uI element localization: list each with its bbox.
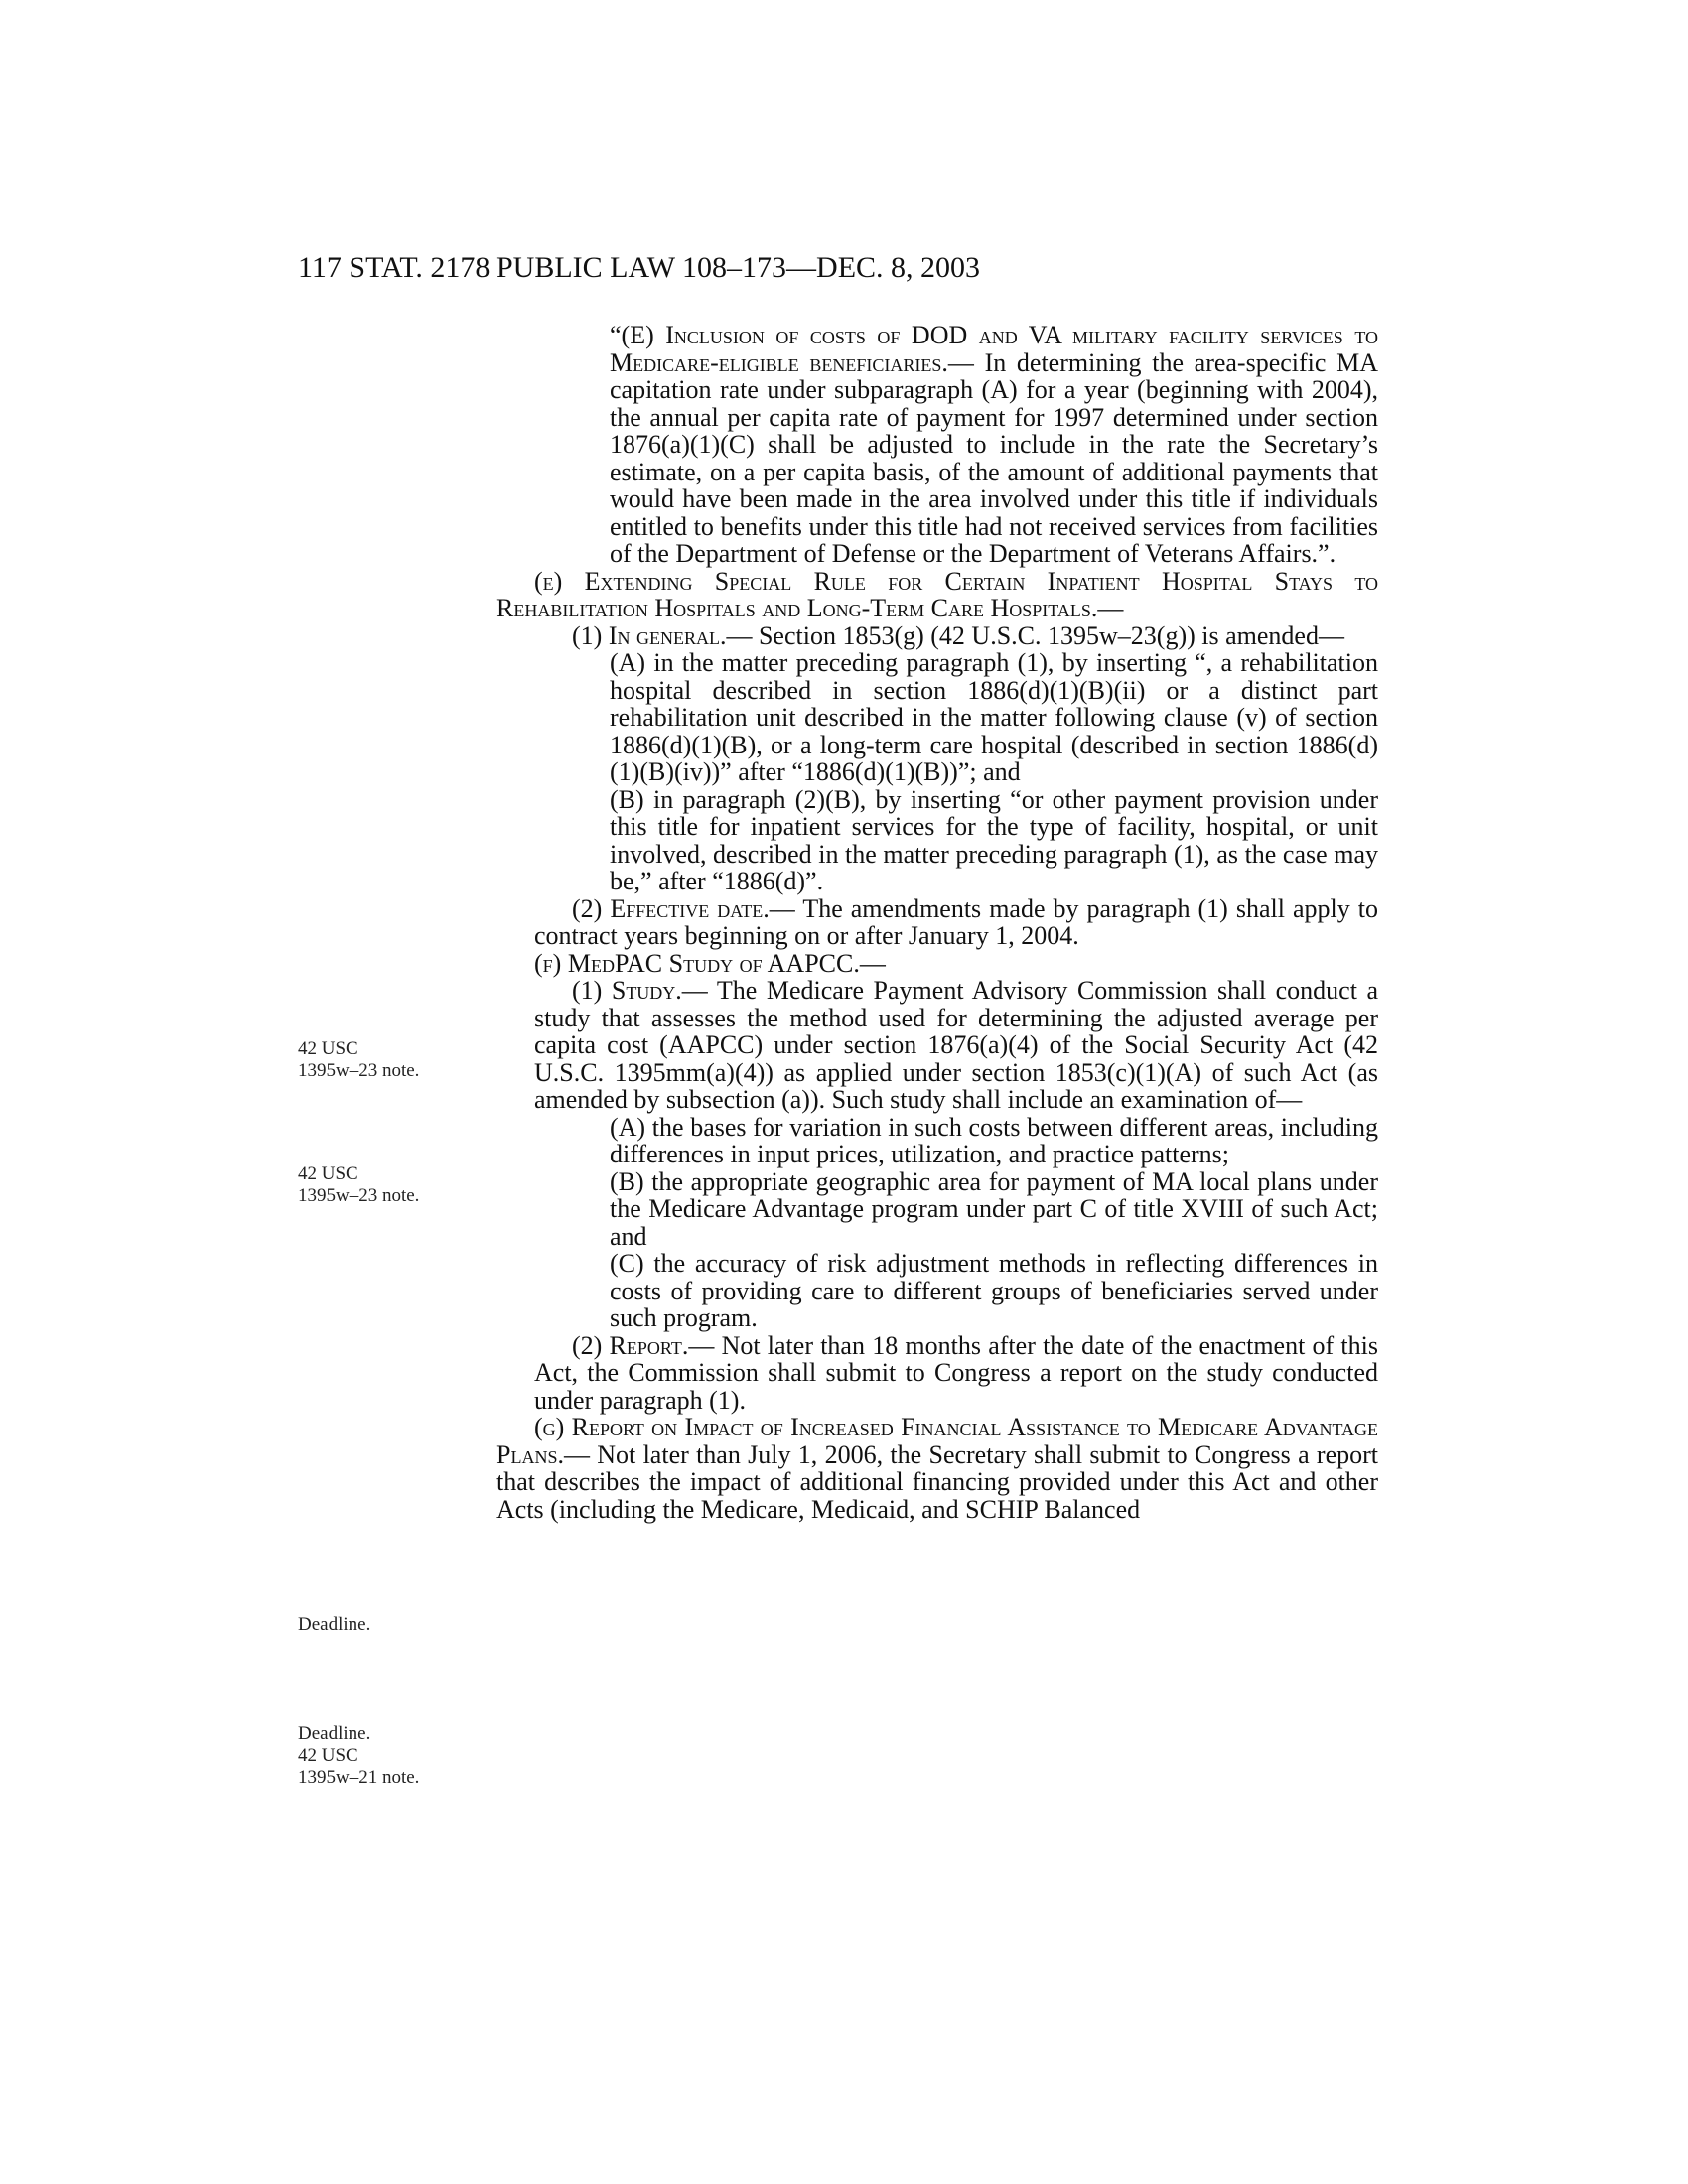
page-stat-number: 117 STAT. 2178	[298, 251, 491, 284]
subsection-g	[496, 1414, 1378, 1523]
margin-note-line: 1395w–23 note.	[298, 1185, 420, 1206]
heading-effective-date: (2) Effective date.—	[572, 893, 795, 923]
text-report: Not later than 18 months after the date of the enactment of this Act, the Commission shall submit to Congress a report on the study conducted under paragraph (1).	[534, 1330, 1379, 1415]
heading-study: (1) Study.—	[572, 976, 708, 1005]
heading-inclusion-costs: “(E) Inclusion of costs of DOD and VA military facility services to Medicare-eligible beneficiaries.—	[610, 321, 1378, 377]
margin-note-line: 42 USC	[298, 1745, 358, 1766]
text-inclusion-costs: In determining the area-specific MA capitation rate under subparagraph (A) for a year (beginning with 2004), the annual per capita rate of payment for 1997 determined under section 1876(a)(1)(C) shall be adjusted to include in the rate the Secretary’s estimate, on a per capita basis, of the amount of additional payments that would have been made in the area involved under this title if individuals entitled to benefits under this title had not received services from facilities of the Department of Defense or the Department of Veterans Affairs.”.	[610, 347, 1379, 568]
margin-note-deadline-usc	[298, 1723, 467, 1789]
statute-body	[496, 322, 1378, 1523]
subparagraph-f1-a: (A) the bases for variation in such costs between different areas, including differences in input prices, utilization, and practice patterns;	[610, 1112, 1378, 1168]
heading-in-general: (1) In general.—	[572, 620, 753, 650]
text-in-general: Section 1853(g) (42 U.S.C. 1395w–23(g)) is amended—	[758, 620, 1344, 650]
margin-note-line: Deadline.	[298, 1723, 371, 1744]
subsection-e-heading	[496, 568, 1378, 622]
page-running-title: PUBLIC LAW 108–173—DEC. 8, 2003	[496, 251, 981, 284]
paragraph-e2	[496, 895, 1378, 950]
heading-subsection-f: (f) MedPAC Study of AAPCC.—	[534, 948, 886, 978]
heading-report: (2) Report.—	[572, 1330, 715, 1360]
margin-note-deadline-1	[298, 1614, 467, 1636]
subparagraph-e1-a: (A) in the matter preceding paragraph (1), by inserting “, a rehabilitation hospital described in section 1886(d)(1)(B)(ii) or a distinct part rehabilitation unit described in the matter following clause (v) of section 1886(d)(1)(B), or a long-term care hospital (described in section 1886(d)(1)(B)(iv))” after “1886(d)(1)(B))”; and	[610, 648, 1378, 786]
margin-note-usc-1	[298, 1038, 467, 1082]
paragraph-e1	[496, 622, 1378, 650]
text-subsection-g: Not later than July 1, 2006, the Secretary shall submit to Congress a report that describes the impact of additional financing provided under this Act and other Acts (including the Medicare, Medicaid, and SCHIP Balanced	[496, 1439, 1379, 1524]
margin-note-line: Deadline.	[298, 1614, 371, 1635]
margin-note-line: 1395w–21 note.	[298, 1767, 420, 1788]
paragraph-e-military	[496, 322, 1378, 568]
paragraph-f1	[496, 977, 1378, 1114]
margin-note-usc-2	[298, 1163, 467, 1207]
margin-note-line: 42 USC	[298, 1038, 358, 1059]
subparagraph-e1-b: (B) in paragraph (2)(B), by inserting “or other payment provision under this title for inpatient services for the type of facility, hospital, or unit involved, described in the matter preceding paragraph (1), as the case may be,” after “1886(d)”.	[610, 784, 1378, 895]
margin-note-line: 1395w–23 note.	[298, 1060, 420, 1081]
subsection-f-heading	[496, 950, 1378, 978]
heading-subsection-g: (g) Report on Impact of Increased Financial Assistance to Medicare Advantage Plans.—	[496, 1413, 1378, 1469]
paragraph-f2	[496, 1332, 1378, 1415]
text-effective-date: The amendments made by paragraph (1) shall apply to contract years beginning on or after January 1, 2004.	[534, 893, 1378, 950]
margin-note-line: 42 USC	[298, 1163, 358, 1184]
text-study: The Medicare Payment Advisory Commission shall conduct a study that assesses the method used for determining the adjusted average per capita cost (AAPCC) under section 1876(a)(4) of the Social Security Act (42 U.S.C. 1395mm(a)(4)) as applied under section 1853(c)(1)(A) of such Act (as amended by subsection (a)). Such study shall include an examination of—	[534, 976, 1378, 1114]
heading-subsection-e: (e) Extending Special Rule for Certain Inpatient Hospital Stays to Rehabilitation Hospitals and Long-Term Care Hospitals.—	[496, 566, 1378, 622]
subparagraph-f1-c: (C) the accuracy of risk adjustment methods in reflecting differences in costs of providing care to different groups of beneficiaries served under such program.	[610, 1249, 1378, 1332]
subparagraph-f1-b: (B) the appropriate geographic area for payment of MA local plans under the Medicare Advantage program under part C of title XVIII of such Act; and	[610, 1166, 1378, 1251]
